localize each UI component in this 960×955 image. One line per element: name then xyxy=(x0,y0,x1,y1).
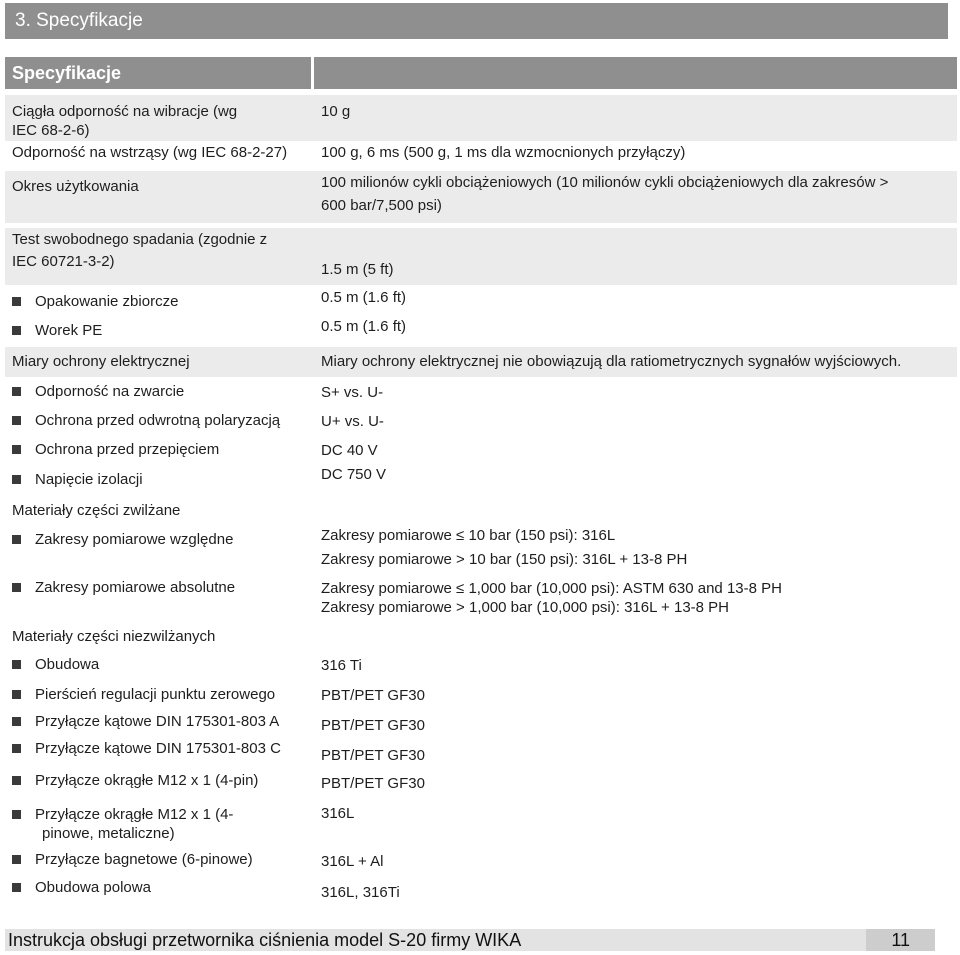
spec-label: Ciągła odporność na wibracje (wg xyxy=(12,103,238,120)
spec-label-cont: IEC 68-2-6) xyxy=(12,122,90,139)
bullet-icon xyxy=(12,660,21,669)
spec-value: U+ vs. U- xyxy=(321,413,384,430)
bullet-icon xyxy=(12,387,21,396)
spec-label: Miary ochrony elektrycznej xyxy=(12,353,190,370)
spec-value: 1.5 m (5 ft) xyxy=(321,261,394,278)
bullet-icon xyxy=(12,416,21,425)
spec-value: 316L, 316Ti xyxy=(321,884,400,901)
spec-value: 0.5 m (1.6 ft) xyxy=(321,318,407,335)
spec-label: Obudowa polowa xyxy=(35,879,151,896)
spec-value: 0.5 m (1.6 ft) xyxy=(321,289,407,306)
bullet-icon xyxy=(12,744,21,753)
table-header: Specyfikacje xyxy=(5,57,311,89)
bullet-icon xyxy=(12,883,21,892)
spec-value: S+ vs. U- xyxy=(321,384,384,401)
spec-label: Przyłącze okrągłe M12 x 1 (4- xyxy=(35,806,234,823)
spec-label: Worek PE xyxy=(35,322,103,339)
spec-label: Zakresy pomiarowe absolutne xyxy=(35,579,236,596)
spec-label: Przyłącze bagnetowe (6-pinowe) xyxy=(35,851,253,868)
spec-value: 100 milionów cykli obciążeniowych (10 milionów cykli obciążeniowych dla zakresów > xyxy=(321,174,889,191)
spec-value: PBT/PET GF30 xyxy=(321,775,425,792)
spec-value: PBT/PET GF30 xyxy=(321,717,425,734)
bullet-icon xyxy=(12,776,21,785)
bullet-icon xyxy=(12,297,21,306)
spec-value: PBT/PET GF30 xyxy=(321,687,425,704)
spec-value: Zakresy pomiarowe ≤ 10 bar (150 psi): 316L xyxy=(321,527,616,544)
spec-group-heading: Materiały części zwilżane xyxy=(12,502,181,519)
bullet-icon xyxy=(12,583,21,592)
bullet-icon xyxy=(12,326,21,335)
spec-value: 10 g xyxy=(321,103,351,120)
spec-value: 100 g, 6 ms (500 g, 1 ms dla wzmocnionych przyłączy) xyxy=(321,144,686,161)
spec-label: Zakresy pomiarowe względne xyxy=(35,531,234,548)
spec-label: Obudowa xyxy=(35,656,100,673)
spec-value: DC 750 V xyxy=(321,466,387,483)
spec-label-cont: pinowe, metaliczne) xyxy=(42,825,175,842)
spec-group-heading: Materiały części niezwilżanych xyxy=(12,628,216,645)
spec-value: 316L xyxy=(321,805,355,822)
spec-label: Ochrona przed odwrotną polaryzacją xyxy=(35,412,281,429)
spec-label: Odporność na wstrząsy (wg IEC 68-2-27) xyxy=(12,144,288,161)
spec-value-cont: 600 bar/7,500 psi) xyxy=(321,197,442,214)
spec-value: PBT/PET GF30 xyxy=(321,747,425,764)
spec-value: DC 40 V xyxy=(321,442,378,459)
spec-label: Opakowanie zbiorcze xyxy=(35,293,179,310)
spec-label: Test swobodnego spadania (zgodnie z xyxy=(12,231,268,248)
spec-label: Okres użytkowania xyxy=(12,178,139,195)
spec-label-cont: IEC 60721-3-2) xyxy=(12,253,115,270)
spec-label: Przyłącze kątowe DIN 175301-803 A xyxy=(35,713,280,730)
bullet-icon xyxy=(12,475,21,484)
spec-value: 316 Ti xyxy=(321,657,362,674)
spec-label: Odporność na zwarcie xyxy=(35,383,185,400)
bullet-icon xyxy=(12,690,21,699)
spec-label: Przyłącze kątowe DIN 175301-803 C xyxy=(35,740,281,757)
bullet-icon xyxy=(12,810,21,819)
page-number: 11 xyxy=(866,929,935,951)
spec-value-cont: Zakresy pomiarowe > 1,000 bar (10,000 psi): 316L + 13-8 PH xyxy=(321,599,730,616)
bullet-icon xyxy=(12,855,21,864)
spec-value: 316L + Al xyxy=(321,853,384,870)
bullet-icon xyxy=(12,717,21,726)
bullet-icon xyxy=(12,445,21,454)
spec-label: Napięcie izolacji xyxy=(35,471,143,488)
spec-label: Ochrona przed przepięciem xyxy=(35,441,220,458)
footer-title: Instrukcja obsługi przetwornika ciśnienia model S-20 firmy WIKA xyxy=(8,930,522,950)
spec-label: Pierścień regulacji punktu zerowego xyxy=(35,686,276,703)
spec-label: Przyłącze okrągłe M12 x 1 (4-pin) xyxy=(35,772,259,789)
spec-value: Miary ochrony elektrycznej nie obowiązują dla ratiometrycznych sygnałów wyjściowych. xyxy=(321,353,902,370)
spec-value: Zakresy pomiarowe ≤ 1,000 bar (10,000 psi): ASTM 630 and 13-8 PH xyxy=(321,580,782,597)
section-title: 3. Specyfikacje xyxy=(5,3,948,39)
bullet-icon xyxy=(12,535,21,544)
table-header-right xyxy=(314,57,957,89)
spec-value-cont: Zakresy pomiarowe > 10 bar (150 psi): 316L + 13-8 PH xyxy=(321,551,688,568)
